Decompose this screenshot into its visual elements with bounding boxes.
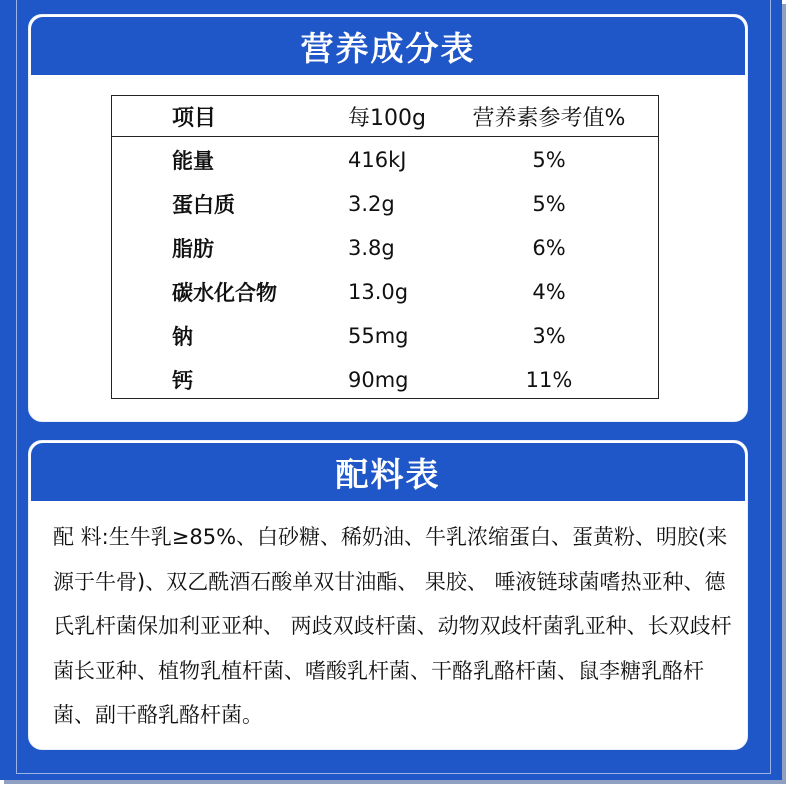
table-row: [112, 226, 658, 270]
table-row: [112, 314, 658, 358]
row-nrv: 4%: [532, 280, 566, 304]
row-nrv: 3%: [532, 324, 566, 348]
nutrition-table-header: [112, 96, 658, 137]
row-per100g: 416kJ: [348, 148, 407, 172]
row-per100g: 13.0g: [348, 280, 409, 304]
table-row: [112, 182, 658, 226]
header-per100g: 每100g: [348, 105, 426, 131]
row-item: 钙: [172, 369, 193, 393]
row-nrv: 11%: [525, 368, 573, 392]
row-item: 脂肪: [172, 237, 214, 261]
header-item: 项目: [172, 105, 217, 131]
row-item: 能量: [172, 149, 214, 173]
nutrition-table: [111, 95, 659, 399]
ingredients-card: [28, 440, 748, 750]
row-per100g: 3.8g: [348, 236, 395, 260]
row-nrv: 6%: [532, 236, 566, 260]
table-row: [112, 270, 658, 314]
ingredients-text: 配 料:生牛乳≥85%、白砂糖、稀奶油、牛乳浓缩蛋白、蛋黄粉、明胶(来源于牛骨)、双乙酰酒石酸单双甘油酯、 果胶、 唾液链球菌嗜热亚种、德氏乳杆菌保加利亚亚种、 两歧双歧杆菌、动物双歧杆菌乳亚种、长双歧杆菌长亚种、植物乳植杆菌、嗜酸乳杆菌、干酪乳酪杆菌、鼠李糖乳酪杆菌、副干酪乳酪杆菌。: [53, 525, 732, 727]
nutrition-card: [28, 14, 748, 422]
header-nrv: 营养素参考值%: [472, 105, 626, 131]
row-item: 碳水化合物: [172, 281, 277, 305]
row-per100g: 3.2g: [348, 192, 395, 216]
row-item: 蛋白质: [172, 193, 235, 217]
row-per100g: 55mg: [348, 324, 409, 348]
table-row: [112, 138, 658, 182]
row-item: 钠: [172, 325, 193, 349]
table-row: [112, 358, 658, 402]
row-nrv: 5%: [532, 148, 566, 172]
row-nrv: 5%: [532, 192, 566, 216]
ingredients-title: 配料表: [29, 441, 747, 501]
nutrition-title: 营养成分表: [29, 15, 747, 75]
row-per100g: 90mg: [348, 368, 409, 392]
